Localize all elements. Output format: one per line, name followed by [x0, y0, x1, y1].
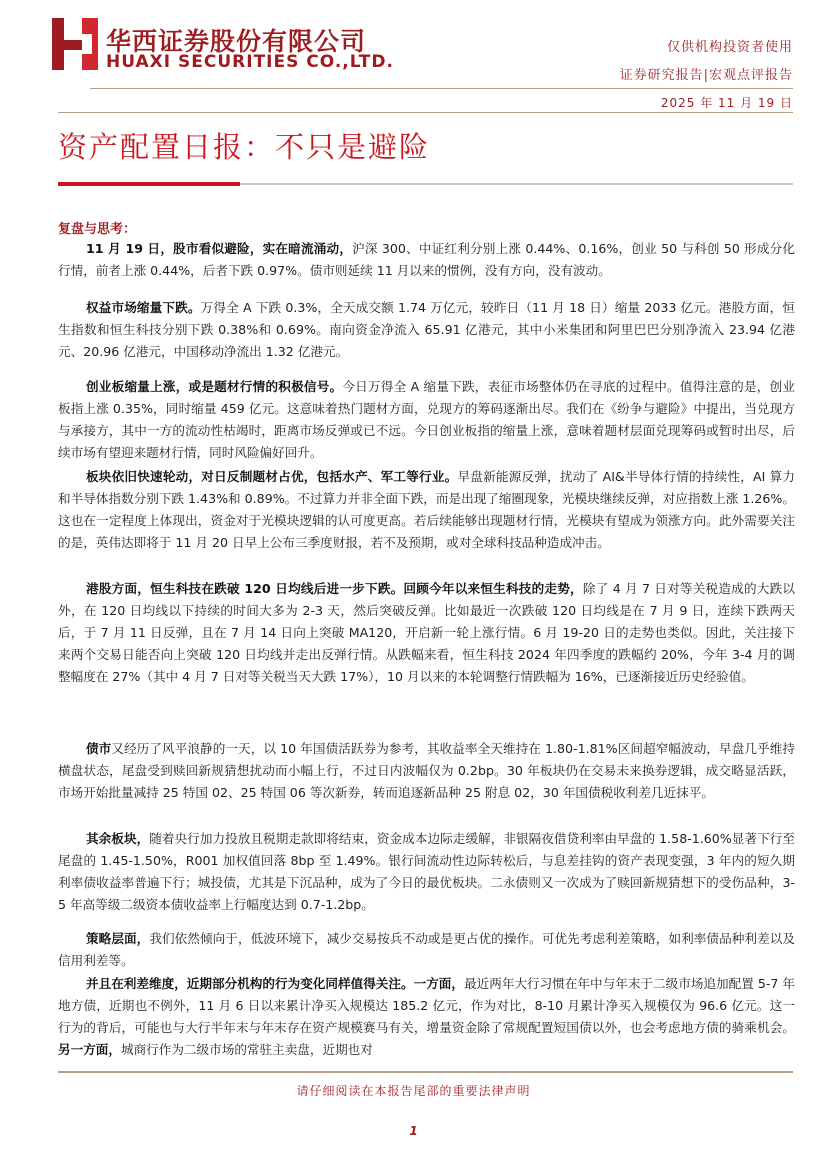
title-underline: [240, 183, 793, 185]
paragraph-body: 早盘新能源反弹，扰动了 AI&半导体行情的持续性，AI 算力和半导体指数分别下跌 1.43%和 0.89%。不过算力并非全面下跌，而是出现了缩圈现象，光模块继续反弹，对应指数上涨 1.26%。这也在一定程度上体现出，资金对于光模块逻辑的认可度更高。若后续能够出现题材行情，光模块有望成为领涨方向。此外需要关注的是，英伟达即将于 11 月 20 日早上公布三季度财报，若不及预期，或对全球科技品种造成冲击。: [58, 469, 795, 550]
page-number: 1: [409, 1124, 418, 1138]
legal-disclaimer-link: 请仔细阅读在本报告尾部的重要法律声明: [296, 1084, 531, 1098]
paragraph-lead: 港股方面，恒生科技在跌破 120 日均线后进一步下跌。回顾今年以来恒生科技的走势，: [86, 581, 583, 596]
paragraph: [58, 973, 795, 1061]
logo-mark-icon: [52, 18, 98, 70]
report-type: 证券研究报告|宏观点评报告: [619, 68, 793, 83]
paragraph: [58, 578, 795, 688]
paragraph: [58, 738, 795, 804]
title-accent-bar: [58, 182, 240, 186]
paragraph: [58, 928, 795, 972]
header-divider: [90, 88, 793, 89]
paragraph-body: 最近两年大行习惯在年中与年末于二级市场追加配置 5-7 年地方债，近期也不例外，11 月 6 日以来累计净买入规模达 185.2 亿元，作为对比，8-10 月累计净买入规模仅为 96.6 亿元。这一行为的背后，可能也与大行半年末与年末存在资产规模赛马有关，增量资金除了常规配置短国债以外，也会考虑地方债的骑乘机会。: [58, 976, 796, 1035]
paragraph-body: 城商行作为二级市场的常驻主卖盘，近期也对: [120, 1042, 373, 1057]
paragraph-lead: 板块依旧快速轮动，对日反制题材占优，包括水产、军工等行业。: [86, 469, 458, 484]
company-name-cn: 华西证券股份有限公司: [106, 27, 367, 56]
paragraph-body: 随着央行加力投放且税期走款即将结束，资金成本边际走缓解，非银隔夜借贷利率由早盘的 1.58-1.60%显著下行至尾盘的 1.45-1.50%，R001 加权值回落 8bp 至 1.49%。银行间流动性边际转松后，与息差挂钩的资产表现变强，3 年内的短久期利率债收益率普遍下行；城投债，尤其是下沉品种，成为了今日的最优板块。二永债则又一次成为了赎回新规猜想下的受伤品种，3-5 年高等级二级资本债收益率上行幅度达到 0.7-1.2bp。: [58, 831, 795, 912]
paragraph-body: 万得全 A 下跌 0.3%，全天成交额 1.74 万亿元，较昨日（11 月 18 日）缩量 2033 亿元。港股方面，恒生指数和恒生科技分别下跌 0.38%和 0.69%。南向资金净流入 65.91 亿港元，其中小米集团和阿里巴巴分别净流入 23.94 亿港元、20.96 亿港元，中国移动净流出 1.32 亿港元。: [58, 300, 795, 359]
paragraph-body: 沪深 300、中证红利分别上涨 0.44%、0.16%，创业 50 与科创 50 形成分化行情，前者上涨 0.44%，后者下跌 0.97%。债市则延续 11 月以来的惯例，没有方向，没有波动。: [58, 241, 795, 278]
audience-note: 仅供机构投资者使用: [666, 40, 793, 55]
paragraph-body: 我们依然倾向于，低波环境下，减少交易按兵不动或是更占优的操作。可优先考虑利差策略，如利率债品种利差以及信用利差等。: [58, 931, 796, 968]
report-title: 资产配置日报：不只是避险: [58, 130, 431, 164]
paragraph: [58, 376, 795, 464]
company-logo: [52, 18, 98, 70]
paragraph-lead: 其余板块，: [86, 831, 150, 846]
footer-divider: [58, 1071, 793, 1073]
report-date: 2025 年 11 月 19 日: [660, 96, 793, 110]
paragraph: [58, 238, 795, 282]
header-divider: [58, 112, 793, 113]
paragraph-body: 除了 4 月 7 日对等关税造成的大跌以外，在 120 日均线以下持续的时间大多为 2-3 天，然后突破反弹。比如最近一次跌破 120 日均线是在 7 月 9 日，连续下跌两天后，于 7 月 11 日反弹，且在 7 月 14 日向上突破 MA120，开启新一轮上涨行情。6 月 19-20 日的走势也类似。因此，关注接下来两个交易日能否向上突破 120 日均线并走出反弹行情。从跌幅来看，恒生科技 2024 年四季度的跌幅约 20%，今年 3-4 月的调整幅度在 27%（其中 4 月 7 日对等关税当天大跌 17%），10 月以来的本轮调整行情跌幅为 16%，已逐渐接近历史经验值。: [58, 581, 795, 684]
paragraph: [58, 466, 795, 554]
paragraph: [58, 828, 795, 916]
paragraph: [58, 297, 795, 363]
paragraph-body: 今日万得全 A 缩量下跌，表征市场整体仍在寻底的过程中。值得注意的是，创业板指上涨 0.35%，同时缩量 459 亿元。这意味着热门题材方面，兑现方的筹码逐渐出尽。我们在《纷争与避险》中提出，当兑现方与承接方，其中一方的流动性枯竭时，距离市场反弹或已不远。今日创业板指的缩量上涨，意味着题材层面兑现筹码或暂时出尽，后续市场有望迎来题材行情，同时风险偏好回升。: [58, 379, 796, 460]
section-heading: 复盘与思考：: [58, 222, 137, 237]
paragraph-lead: 11 月 19 日，股市看似避险，实在暗流涌动，: [86, 241, 353, 256]
paragraph-lead: 另一方面，: [58, 1042, 121, 1057]
paragraph-lead: 并且在利差维度，近期部分机构的行为变化同样值得关注。一方面，: [86, 976, 465, 991]
paragraph-lead: 创业板缩量上涨，或是题材行情的积极信号。: [86, 379, 343, 394]
paragraph-lead: 权益市场缩量下跌。: [86, 300, 201, 315]
paragraph-lead: 策略层面，: [86, 931, 150, 946]
company-name-en: HUAXI SECURITIES CO.,LTD.: [106, 52, 394, 72]
paragraph-body: 又经历了风平浪静的一天，以 10 年国债活跃券为参考，其收益率全天维持在 1.80-1.81%区间超窄幅波动，早盘几乎维持横盘状态，尾盘受到赎回新规猜想扰动而小幅上行，不过日内波幅仅为 0.2bp。30 年板块仍在交易未来换券逻辑，成交略显活跃，市场开始批量减持 25 特国 02、25 特国 06 等次新券，转而追逐新品种 25 附息 02，30 年国债税收利差几近抹平。: [58, 741, 795, 800]
paragraph-lead: 债市: [86, 741, 112, 756]
